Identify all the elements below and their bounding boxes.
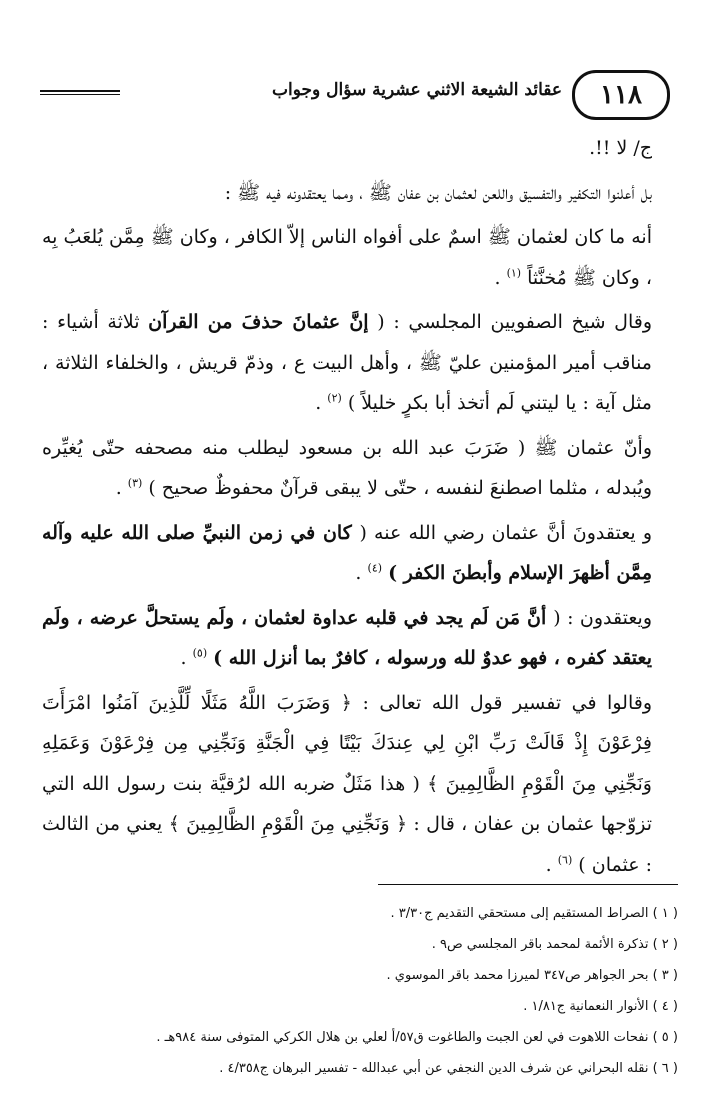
paragraph-2: بل أعلنوا التكفير والتفسيق واللعن لعثمان بن عفان ﷺ ، ومما يعتقدونه فيه ﷺ :	[224, 181, 652, 204]
footnote-item: ( ٥ ) نفحات اللاهوت في لعن الجبت والطاغوت ق٥٧/أ لعلي بن هلال الكركي المتوفى سنة ٩٨٤هـ .	[156, 1030, 678, 1045]
paragraph-8: وقالوا في تفسير قول الله تعالى : ﴿ وَضَرَبَ اللَّهُ مَثَلًا لِّلَّذِينَ آمَنُوا امْرَأَتَ فِرْعَوْنَ إِذْ قَالَتْ رَبِّ ابْنِ لِي عِندَكَ بَيْتًا فِي الْجَنَّةِ وَنَجِّنِي مِن فِرْعَوْنَ وَعَمَلِهِ وَنَجِّنِي مِنَ الْقَوْمِ الظَّالِمِينَ ﴾ ( هذا مَثَلٌ ضربه الله لرُقيَّة بنت رسول الله التي تزوّجها عثمان بن عفان ، قال : ﴿ وَنَجِّنِي مِنَ الْقَوْمِ الظَّالِمِينَ ﴾ يعني من الثالث : عثمان ) $^{(٦)}$ .	[42, 691, 652, 876]
footnote-ref: (٦)	[557, 853, 573, 867]
footnotes	[48, 898, 678, 1084]
footnote-ref: (٤)	[367, 561, 383, 575]
paragraph-1: ج/ لا !!.	[589, 137, 652, 159]
paragraph-5: وأنّ عثمان ﷺ ( ضَرَبَ عبد الله بن مسعود ليطلب منه مصحفه حتّى يُغيِّره ويُبدله ، مثلما اصطنعَ لنفسه ، حتّى لا يبقى قرآنٌ محفوظٌ صحيح ) $^{(٣)}$ .	[42, 436, 652, 499]
paragraph-7: ويعتقدون : ( أنَّ مَن لَم يجد في قلبه عداوة لعثمان ، ولَم يستحلَّ عرضه ، ولَم يعتقد كفره ، فهو عدوٌ لله ورسوله ، كافرٌ بما أنزل الله ) $^{(٥)}$ .	[42, 606, 652, 669]
footnote-ref: (١)	[506, 266, 522, 280]
footnote-item: ( ٦ ) نقله البحراني عن شرف الدين النجفي عن أبي عبدالله - تفسير البرهان ج٤/٣٥٨ .	[219, 1061, 678, 1076]
main-text	[42, 128, 652, 889]
footnote-ref: (٢)	[327, 391, 342, 405]
page-number: ١١٨	[572, 70, 670, 120]
running-title: عقائد الشيعة الاثني عشرية سؤال وجواب	[272, 80, 562, 100]
footnote-ref: (٣)	[127, 476, 143, 490]
footnote-item: ( ١ ) الصراط المستقيم إلى مستحقي التقديم ج٣/٣٠ .	[390, 906, 678, 921]
paragraph-6: و يعتقدونَ أنَّ عثمان رضي الله عنه ( كان في زمن النبيِّ صلى الله عليه وآله مِمَّن أظهرَ الإسلام وأبطنَ الكفر ) $^{(٤)}$ .	[42, 521, 652, 584]
page-header	[30, 70, 670, 120]
footnote-separator	[378, 884, 678, 885]
paragraph-4: وقال شيخ الصفويين المجلسي : ( إنَّ عثمانَ حذفَ من القرآن ثلاثة أشياء : مناقب أمير المؤمنين عليّ ﷺ ، وأهل البيت ع ، وذمّ قريش ، والخلفاء الثلاثة ، مثل آية : يا ليتني لَم أتخذ أبا بكرٍ خليلاً ) $^{(٢)}$ .	[42, 311, 653, 414]
header-rule	[40, 90, 120, 95]
footnote-item: ( ٣ ) بحر الجواهر ص٣٤٧ لميرزا محمد باقر الموسوي .	[386, 968, 678, 983]
paragraph-3: أنه ما كان لعثمان ﷺ اسمٌ على أفواه الناس إلاّ الكافر ، وكان ﷺ مِمَّن يُلعَبُ بِه ، وكان ﷺ مُخنَّثاً $^{(١)}$ .	[42, 226, 652, 289]
footnote-ref: (٥)	[192, 646, 208, 660]
footnote-item: ( ٢ ) تذكرة الأئمة لمحمد باقر المجلسي ص٩ .	[431, 937, 678, 952]
footnote-item: ( ٤ ) الأنوار النعمانية ج١/٨١ .	[523, 999, 678, 1014]
